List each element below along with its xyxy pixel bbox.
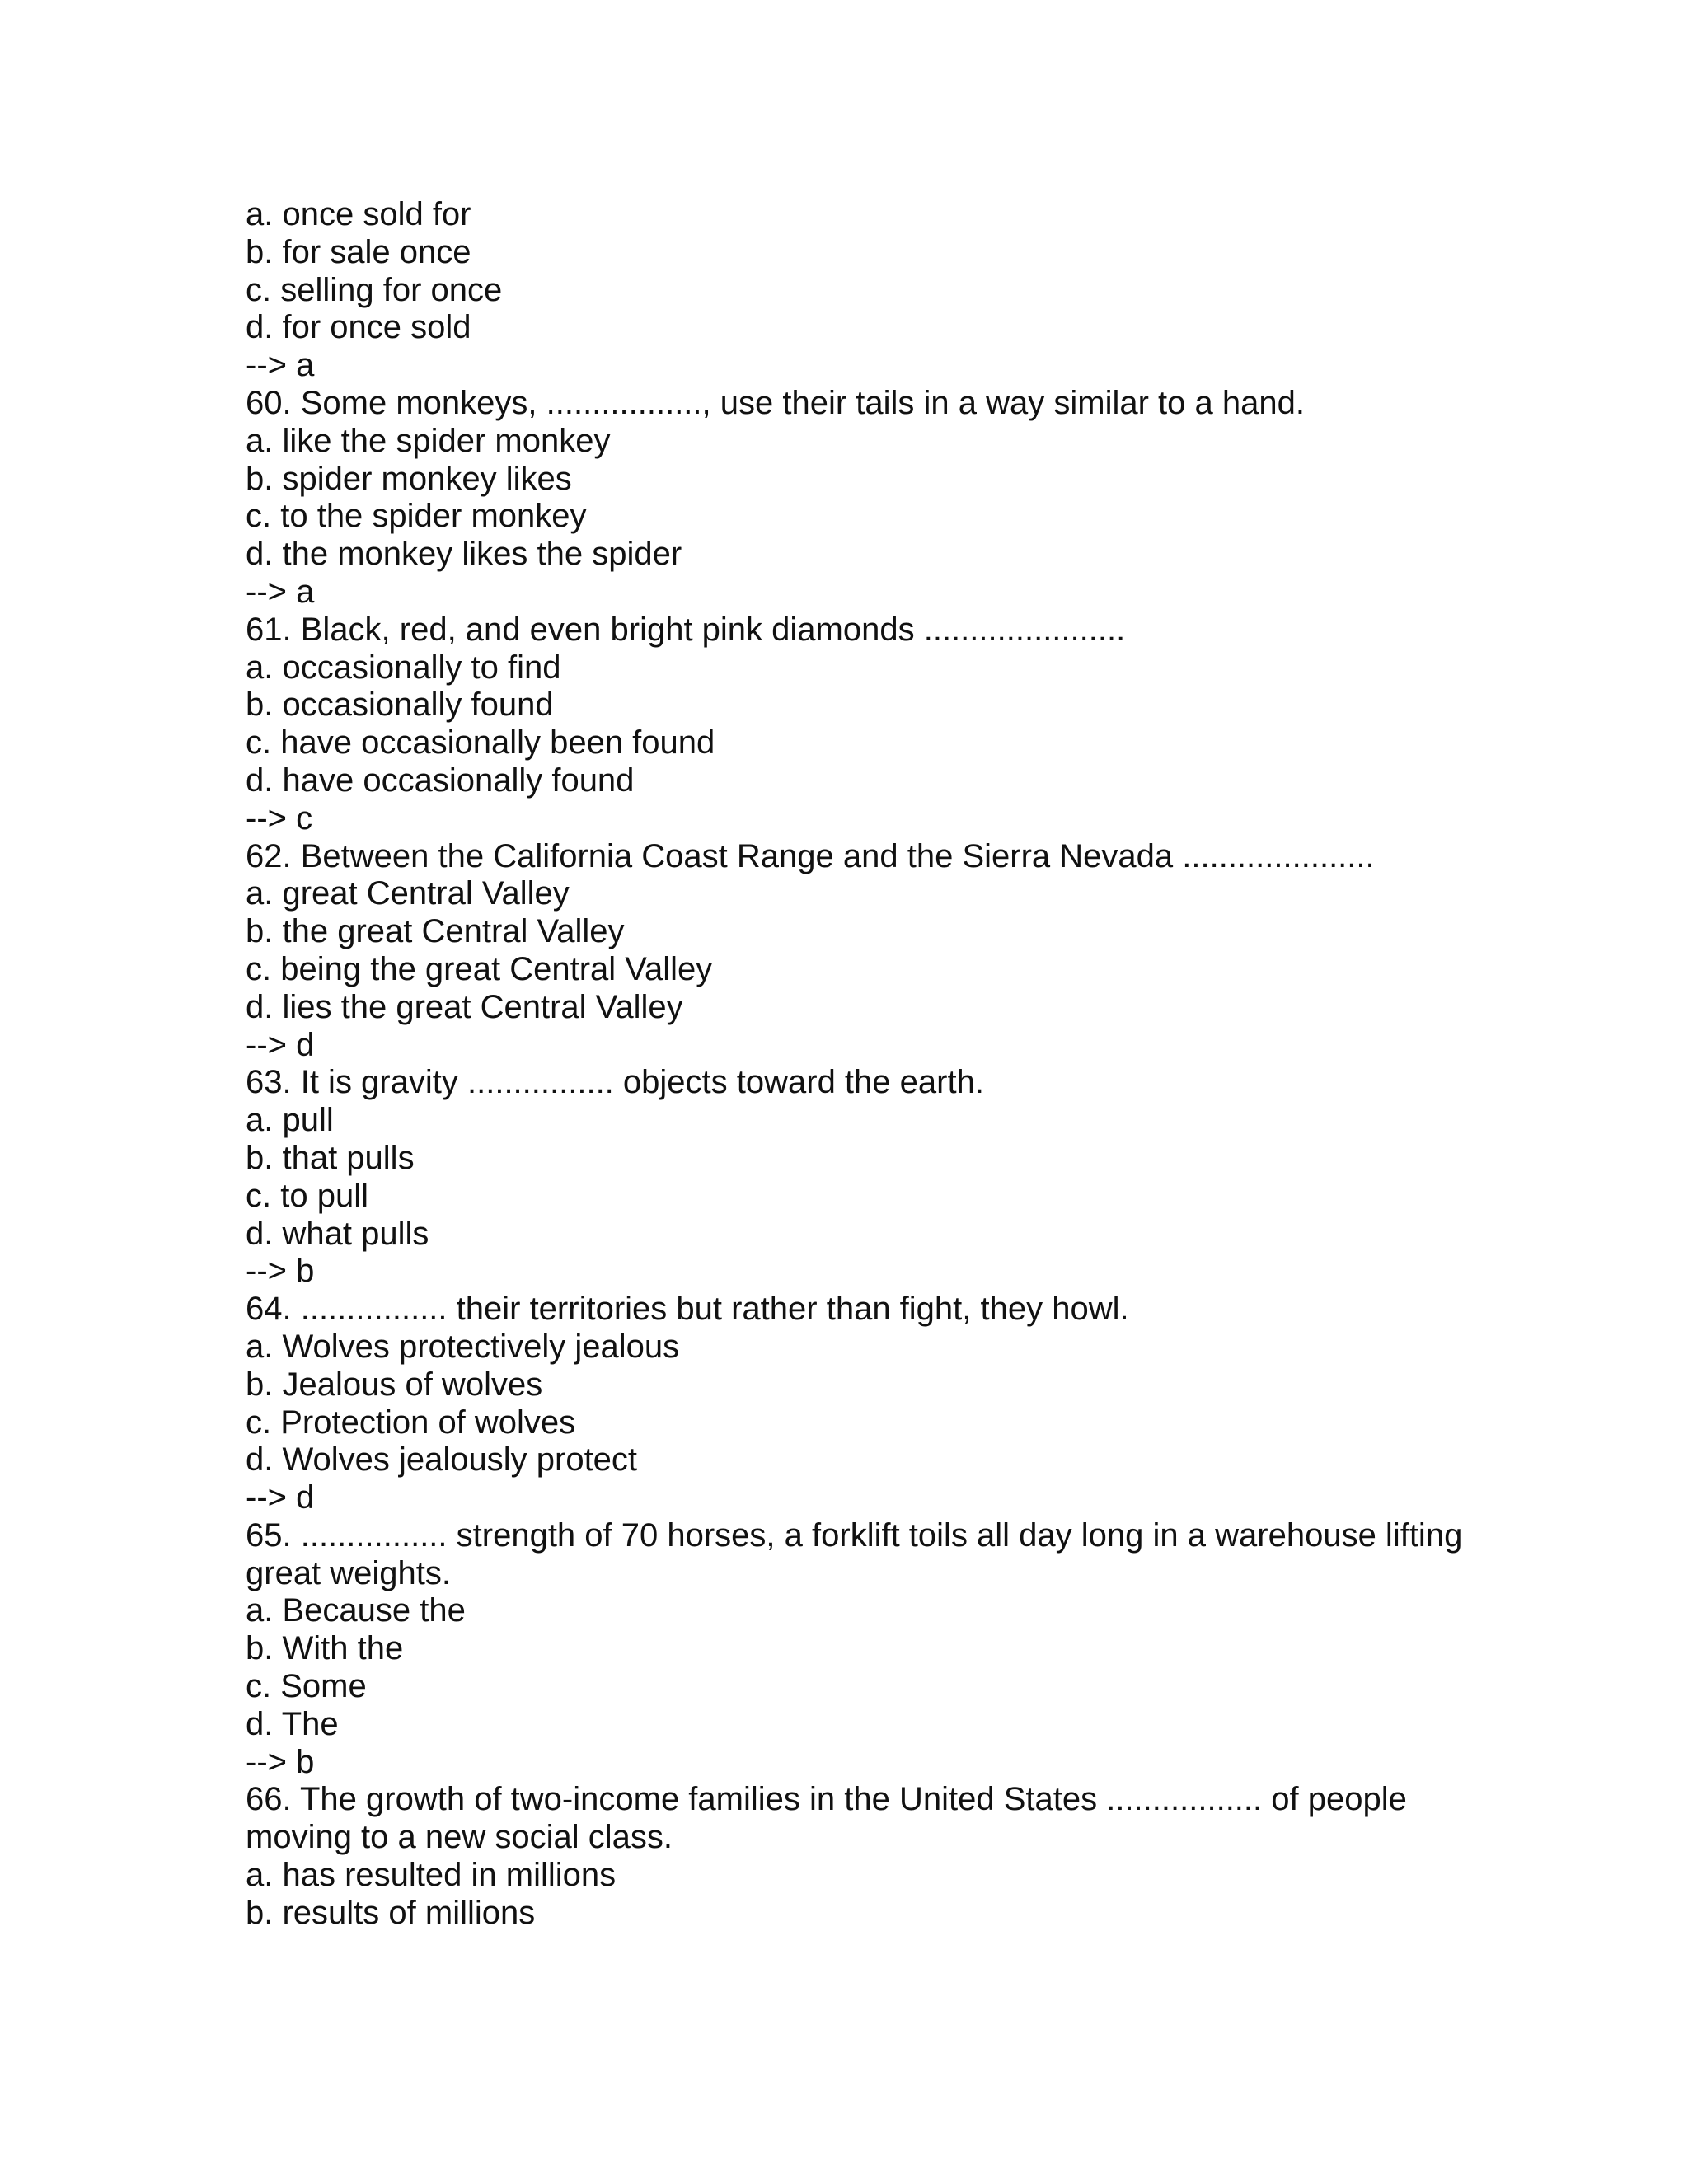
question-62: 62. Between the California Coast Range and the Sierra Nevada .....................	[246, 837, 1375, 874]
answer-line: --> a	[246, 347, 315, 384]
question-66: 66. The growth of two-income families in the United States ................. of people moving to a new social class.	[246, 1781, 1407, 1856]
option-line: c. being the great Central Valley	[246, 950, 713, 987]
option-line: b. spider monkey likes	[246, 460, 572, 497]
option-line: a. Because the	[246, 1592, 466, 1629]
option-line: c. Protection of wolves	[246, 1404, 576, 1441]
option-line: b. With the	[246, 1630, 404, 1667]
option-line: b. Jealous of wolves	[246, 1366, 543, 1403]
question-61: 61. Black, red, and even bright pink diamonds ......................	[246, 611, 1126, 648]
option-line: d. what pulls	[246, 1215, 429, 1252]
option-line: b. results of millions	[246, 1894, 536, 1931]
answer-line: --> c	[246, 799, 313, 837]
option-line: d. have occasionally found	[246, 762, 635, 799]
option-line: a. has resulted in millions	[246, 1857, 617, 1894]
option-line: a. great Central Valley	[246, 875, 570, 912]
answer-line: --> b	[246, 1253, 315, 1290]
option-line: b. occasionally found	[246, 687, 554, 724]
document-page	[246, 196, 1498, 1933]
answer-line: --> d	[246, 1479, 315, 1516]
option-line: b. that pulls	[246, 1139, 415, 1176]
option-line: d. Wolves jealously protect	[246, 1441, 638, 1479]
option-line: d. for once sold	[246, 309, 471, 346]
option-line: b. for sale once	[246, 233, 471, 270]
option-line: c. to the spider monkey	[246, 498, 587, 535]
answer-line: --> d	[246, 1026, 315, 1063]
answer-line: --> b	[246, 1743, 315, 1780]
question-65: 65. ................ strength of 70 horses, a forklift toils all day long in a warehouse lifting great weights.	[246, 1516, 1463, 1591]
option-line: a. Wolves protectively jealous	[246, 1328, 680, 1365]
option-line: a. once sold for	[246, 196, 471, 232]
question-63: 63. It is gravity ................ objects toward the earth.	[246, 1064, 984, 1101]
option-line: c. have occasionally been found	[246, 724, 715, 762]
option-line: c. selling for once	[246, 271, 503, 308]
option-line: d. the monkey likes the spider	[246, 536, 682, 573]
question-60: 60. Some monkeys, ................., use their tails in a way similar to a hand.	[246, 384, 1305, 421]
option-line: d. The	[246, 1705, 339, 1742]
option-line: c. to pull	[246, 1177, 368, 1214]
option-line: a. like the spider monkey	[246, 422, 611, 459]
option-line: c. Some	[246, 1668, 367, 1705]
option-line: a. pull	[246, 1102, 334, 1139]
option-line: a. occasionally to find	[246, 649, 561, 686]
option-line: b. the great Central Valley	[246, 913, 625, 950]
answer-line: --> a	[246, 573, 315, 610]
question-64: 64. ................ their territories but rather than fight, they howl.	[246, 1291, 1129, 1328]
option-line: d. lies the great Central Valley	[246, 988, 683, 1025]
